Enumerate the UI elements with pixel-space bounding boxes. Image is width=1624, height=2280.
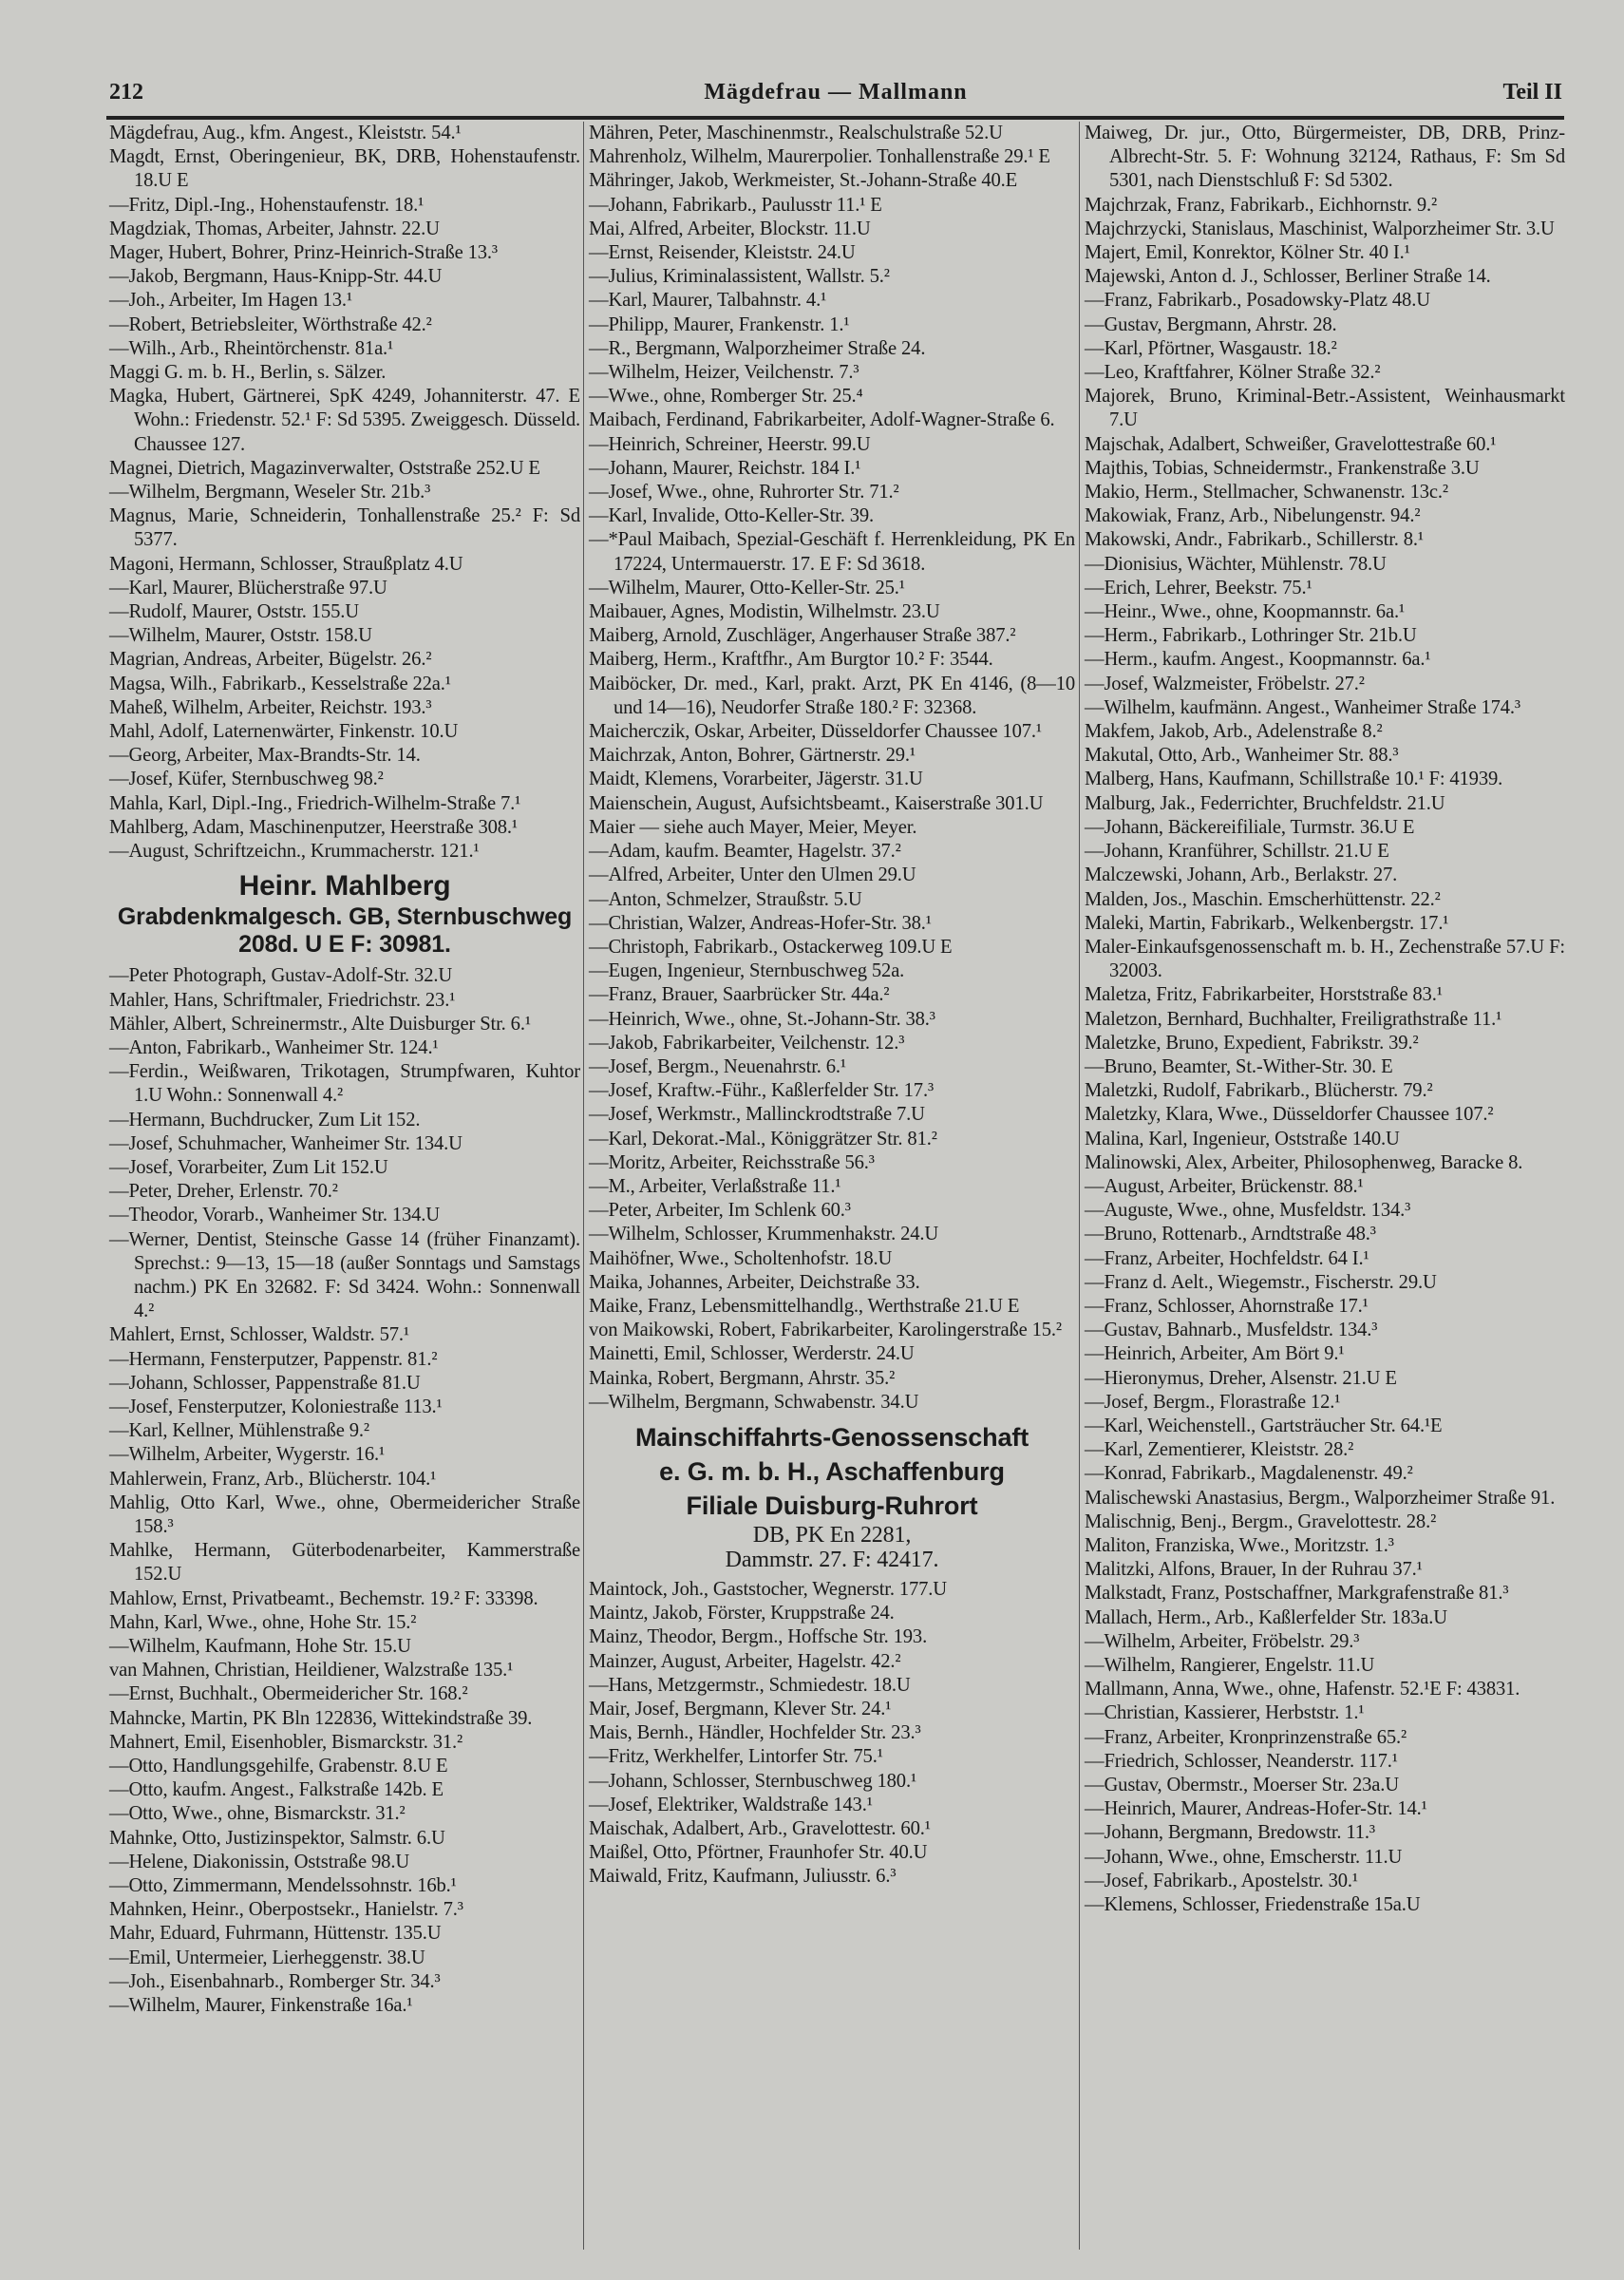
directory-entry: Magdziak, Thomas, Arbeiter, Jahnstr. 22.U [109,218,440,239]
directory-entry: —Heinrich, Wwe., ohne, St.-Johann-Str. 38.³ [589,1008,935,1030]
directory-entry: —Josef, Elektriker, Waldstraße 143.¹ [589,1794,873,1815]
directory-entry: —Philipp, Maurer, Frankenstr. 1.¹ [589,314,850,335]
directory-entry: —Josef, Wwe., ohne, Ruhrorter Str. 71.² [589,482,899,504]
directory-entry: Mahn, Karl, Wwe., ohne, Hohe Str. 15.² [109,1611,417,1633]
directory-entry: —Karl, Maurer, Blücherstraße 97.U [109,577,387,598]
directory-entry: Majorek, Bruno, Kriminal-Betr.-Assistent, Weinhausmarkt 7.U [1085,386,1565,431]
directory-entry: —Fritz, Werkhelfer, Lintorfer Str. 75.¹ [589,1746,883,1768]
directory-entry: —Christian, Walzer, Andreas-Hofer-Str. 38.¹ [589,912,932,934]
directory-entry: —Friedrich, Schlosser, Neanderstr. 117.¹ [1085,1750,1398,1772]
page-title: Mägdefrau — Mallmann [704,80,968,104]
directory-entry: —Adam, kaufm. Beamter, Hagelstr. 37.² [589,841,901,863]
directory-entry: —August, Arbeiter, Brückenstr. 88.¹ [1085,1175,1364,1197]
column-2 [589,122,1075,1890]
directory-entry: —Franz, Arbeiter, Hochfeldstr. 64 I.¹ [1085,1247,1369,1269]
directory-entry: —Wilhelm, Maurer, Finkenstraße 16a.¹ [109,1995,413,2017]
directory-entry: —Otto, Zimmermann, Mendelssohnstr. 16b.¹ [109,1875,457,1897]
directory-entry: —*Paul Maibach, Spezial-Geschäft f. Herrenkleidung, PK En 17224, Untermauerstr. 17. E F: Sd 3618. [589,529,1075,575]
directory-entry: —Christian, Kassierer, Herbststr. 1.¹ [1085,1702,1365,1724]
directory-entry: —Josef, Kraftw.-Führ., Kaßlerfelder Str. 17.³ [589,1080,934,1102]
directory-entry: Mahlert, Ernst, Schlosser, Waldstr. 57.¹ [109,1324,409,1346]
directory-entry: Mahnke, Otto, Justizinspektor, Salmstr. 6.U [109,1827,445,1849]
directory-entry: Makio, Herm., Stellmacher, Schwanenstr. 13c.² [1085,482,1448,504]
directory-entry: van Mahnen, Christian, Heildiener, Walzstraße 135.¹ [109,1660,514,1682]
directory-entry: —Karl, Weichenstell., Gartsträucher Str. 64.¹E [1085,1415,1443,1436]
directory-entry: —Karl, Maurer, Talbahnstr. 4.¹ [589,290,827,312]
directory-entry: Mahr, Eduard, Fuhrmann, Hüttenstr. 135.U [109,1923,442,1945]
directory-entry: —Dionisius, Wächter, Mühlenstr. 78.U [1085,553,1387,575]
directory-entry: —Anton, Schmelzer, Straußstr. 5.U [589,888,862,910]
directory-entry: Maletzki, Rudolf, Fabrikarb., Blücherstr. 79.² [1085,1080,1433,1102]
directory-entry: Maischak, Adalbert, Arb., Gravelottestr. 60.¹ [589,1818,931,1839]
directory-entry: Majchrzak, Franz, Fabrikarb., Eichhornstr. 9.² [1085,194,1437,216]
directory-entry: Maiweg, Dr. jur., Otto, Bürgermeister, DB, DRB, Prinz-Albrecht-Str. 5. F: Wohnung 32124, Rathaus, F: Sm Sd 5301, nach Dienstschluß F: Sd 5302. [1085,123,1565,192]
directory-entry: —Franz, Arbeiter, Kronprinzenstraße 65.² [1085,1726,1407,1748]
directory-entry: —Konrad, Fabrikarb., Magdalenenstr. 49.² [1085,1463,1413,1485]
page-header [109,80,1562,114]
directory-entry: —Christoph, Fabrikarb., Ostackerweg 109.U E [589,936,953,958]
directory-entry: —Moritz, Arbeiter, Reichsstraße 56.³ [589,1151,875,1173]
part-label: Teil II [1502,80,1562,104]
directory-entry: —Alfred, Arbeiter, Unter den Ulmen 29.U [589,864,916,886]
ad-line: DB, PK En 2281, [752,1522,912,1548]
directory-entry: —Herm., kaufm. Angest., Koopmannstr. 6a.¹ [1085,649,1431,671]
directory-entry: Makutal, Otto, Arb., Wanheimer Str. 88.³ [1085,745,1399,767]
directory-entry: —Karl, Zementierer, Kleiststr. 28.² [1085,1439,1354,1461]
directory-entry: —Peter, Dreher, Erlenstr. 70.² [109,1181,338,1203]
directory-entry: Maiberg, Arnold, Zuschläger, Angerhauser Straße 387.² [589,625,1016,647]
directory-entry: —Jakob, Bergmann, Haus-Knipp-Str. 44.U [109,266,443,288]
directory-entry: Mainetti, Emil, Schlosser, Werderstr. 24.U [589,1343,915,1365]
directory-entry: —Johann, Fabrikarb., Paulusstr 11.¹ E [589,194,882,216]
directory-entry: —Wilhelm, Arbeiter, Fröbelstr. 29.³ [1085,1630,1360,1652]
directory-entry: —Josef, Walzmeister, Fröbelstr. 27.² [1085,673,1365,694]
directory-entry: —Hieronymus, Dreher, Alsenstr. 21.U E [1085,1367,1397,1389]
directory-entry: Mahler, Hans, Schriftmaler, Friedrichstr. 23.¹ [109,989,456,1011]
directory-entry: —Karl, Pförtner, Wasgaustr. 18.² [1085,337,1337,359]
directory-entry: —Otto, Handlungsgehilfe, Grabenstr. 8.U E [109,1756,448,1776]
directory-entry: —Josef, Werkmstr., Mallinckrodtstraße 7.U [589,1104,925,1126]
directory-entry: Maihöfner, Wwe., Scholtenhofstr. 18.U [589,1247,893,1269]
directory-entry: Malinowski, Alex, Arbeiter, Philosophenweg, Baracke 8. [1085,1151,1523,1173]
directory-entry: —Josef, Fensterputzer, Koloniestraße 113.¹ [109,1396,443,1417]
column-1 [109,122,580,2018]
directory-entry: Magoni, Hermann, Schlosser, Straußplatz 4.U [109,553,463,575]
directory-entry: —Wilhelm, Kaufmann, Hohe Str. 15.U [109,1635,411,1657]
directory-entry: —Theodor, Vorarb., Wanheimer Str. 134.U [109,1205,441,1226]
directory-entry: Maibauer, Agnes, Modistin, Wilhelmstr. 23.U [589,601,940,623]
directory-entry: —M., Arbeiter, Verlaßstraße 11.¹ [589,1175,841,1197]
directory-entry: Maier — siehe auch Mayer, Meier, Meyer. [589,816,917,838]
directory-entry: Makowiak, Franz, Arb., Nibelungenstr. 94.² [1085,505,1421,527]
directory-entry: Majchrzycki, Stanislaus, Maschinist, Walporzheimer Str. 3.U [1085,218,1555,239]
directory-entry: Makowski, Andr., Fabrikarb., Schillerstr. 8.¹ [1085,529,1424,551]
directory-entry: Maliton, Franziska, Wwe., Moritzstr. 1.³ [1085,1534,1394,1556]
directory-entry: —Rudolf, Maurer, Oststr. 155.U [109,601,359,623]
directory-entry: Mais, Bernh., Händler, Hochfelder Str. 23.³ [589,1722,921,1744]
directory-entry: Maletzky, Klara, Wwe., Düsseldorfer Chaussee 107.² [1085,1104,1494,1126]
directory-entry: Maienschein, August, Aufsichtsbeamt., Kaiserstraße 301.U [589,792,1044,814]
directory-entry: Maheß, Wilhelm, Arbeiter, Reichstr. 193.³ [109,696,432,718]
ad-line: Filiale Duisburg-Ruhrort [686,1491,978,1520]
directory-entry: —Otto, kaufm. Angest., Falkstraße 142b. E [109,1779,444,1801]
directory-entry: —Franz d. Aelt., Wiegemstr., Fischerstr. 29.U [1085,1271,1437,1293]
directory-entry: —Josef, Bergm., Neuenahrstr. 6.¹ [589,1055,846,1077]
directory-entry: —Johann, Schlosser, Sternbuschweg 180.¹ [589,1770,916,1792]
directory-entry: —Hermann, Fensterputzer, Pappenstr. 81.² [109,1348,438,1370]
directory-entry: —Hans, Metzgermstr., Schmiedestr. 18.U [589,1674,911,1696]
directory-entry: —Josef, Fabrikarb., Apostelstr. 30.¹ [1085,1870,1358,1891]
directory-entry: Makfem, Jakob, Arb., Adelenstraße 8.² [1085,721,1383,743]
ad-title: Mainschiffahrts-Genossenschaft [634,1422,1029,1452]
directory-entry: —Josef, Bergm., Florastraße 12.¹ [1085,1391,1341,1413]
directory-entry: Maichrzak, Anton, Bohrer, Gärtnerstr. 29.¹ [589,745,916,767]
directory-entry: —Anton, Fabrikarb., Wanheimer Str. 124.¹ [109,1036,439,1058]
directory-entry: Mager, Hubert, Bohrer, Prinz-Heinrich-Straße 13.³ [109,242,498,264]
advertisement [109,869,580,959]
column-divider [583,122,584,2250]
directory-entry: —Johann, Wwe., ohne, Emscherstr. 11.U [1085,1846,1403,1868]
directory-entry: Maletzke, Bruno, Expedient, Fabrikstr. 39.² [1085,1032,1419,1054]
directory-entry: —Peter Photograph, Gustav-Adolf-Str. 32.U [109,965,453,987]
directory-entry: —Franz, Brauer, Saarbrücker Str. 44a.² [589,984,890,1006]
directory-entry: Magrian, Andreas, Arbeiter, Bügelstr. 26.² [109,649,432,671]
directory-entry: Mahlberg, Adam, Maschinenputzer, Heerstraße 308.¹ [109,816,518,838]
directory-entry: Majert, Emil, Konrektor, Kölner Str. 40 I.¹ [1085,242,1410,264]
directory-entry: Maiböcker, Dr. med., Karl, prakt. Arzt, PK En 4146, (8—10 und 14—16), Neudorfer Straße 180.² F: 32368. [589,673,1075,718]
directory-entry: —Eugen, Ingenieur, Sternbuschweg 52a. [589,960,905,982]
directory-entry: Mahlig, Otto Karl, Wwe., ohne, Obermeidericher Straße 158.³ [109,1492,580,1537]
directory-entry: Mähren, Peter, Maschinenmstr., Realschulstraße 52.U [589,123,1003,143]
directory-entry: Maicherczik, Oskar, Arbeiter, Düsseldorfer Chaussee 107.¹ [589,721,1042,743]
directory-entry: Mahla, Karl, Dipl.-Ing., Friedrich-Wilhelm-Straße 7.¹ [109,792,521,814]
directory-entry: —Josef, Küfer, Sternbuschweg 98.² [109,769,384,790]
directory-entry: Malina, Karl, Ingenieur, Oststraße 140.U [1085,1128,1400,1150]
advertisement [589,1420,1075,1572]
directory-entry: —Bruno, Beamter, St.-Wither-Str. 30. E [1085,1055,1393,1077]
directory-entry: Magka, Hubert, Gärtnerei, SpK 4249, Johanniterstr. 47. E Wohn.: Friedenstr. 52.¹ F: Sd 5395. Zweiggesch. Düsseld. Chaussee 127. [109,386,580,455]
directory-entry: Mahlow, Ernst, Privatbeamt., Bechemstr. 19.² F: 33398. [109,1587,538,1609]
directory-entry: —Ernst, Reisender, Kleiststr. 24.U [589,242,856,264]
directory-entry: —Leo, Kraftfahrer, Kölner Straße 32.² [1085,362,1381,384]
directory-entry: —Herm., Fabrikarb., Lothringer Str. 21b.U [1085,625,1417,647]
directory-entry: Maika, Johannes, Arbeiter, Deichstraße 33. [589,1271,920,1293]
directory-entry: Malischewski Anastasius, Bergm., Walporzheimer Straße 91. [1085,1487,1556,1509]
directory-entry: Maleki, Martin, Fabrikarb., Welkenbergstr. 17.¹ [1085,912,1449,934]
directory-entry: Magdt, Ernst, Oberingenieur, BK, DRB, Hohenstaufenstr. 18.U E [109,146,580,192]
page-number: 212 [109,80,143,104]
directory-entry: Maidt, Klemens, Vorarbeiter, Jägerstr. 31.U [589,769,923,790]
directory-entry: Mahnken, Heinr., Oberpostsekr., Hanielstr. 7.³ [109,1899,463,1921]
directory-entry: Maler-Einkaufsgenossenschaft m. b. H., Zechenstraße 57.U F: 32003. [1085,936,1565,982]
directory-entry: —Johann, Maurer, Reichstr. 184 I.¹ [589,457,861,479]
directory-entry: Majewski, Anton d. J., Schlosser, Berliner Straße 14. [1085,266,1491,288]
directory-entry: —Joh., Arbeiter, Im Hagen 13.¹ [109,290,352,312]
directory-entry: Mähringer, Jakob, Werkmeister, St.-Johann-Straße 40.E [589,170,1018,192]
directory-entry: Mahnert, Emil, Eisenhobler, Bismarckstr. 31.² [109,1731,463,1753]
directory-entry: Malischnig, Benj., Bergm., Gravelottestr. 28.² [1085,1510,1437,1532]
directory-entry: Malczewski, Johann, Arb., Berlakstr. 27. [1085,864,1398,886]
directory-entry: —Joh., Eisenbahnarb., Romberger Str. 34.³ [109,1970,441,1992]
directory-entry: —Wilh., Arb., Rheintörchenstr. 81a.¹ [109,337,394,359]
directory-entry: Magnei, Dietrich, Magazinverwalter, Oststraße 252.U E [109,457,540,479]
directory-entry: Mahlke, Hermann, Güterbodenarbeiter, Kammerstraße 152.U [109,1540,580,1586]
directory-entry: —Johann, Bäckereifiliale, Turmstr. 36.U E [1085,816,1415,838]
directory-entry: —R., Bergmann, Walporzheimer Straße 24. [589,337,926,359]
directory-entry: Mahncke, Martin, PK Bln 122836, Wittekindstraße 39. [109,1707,533,1729]
directory-entry: —Josef, Vorarbeiter, Zum Lit 152.U [109,1156,388,1178]
directory-entry: —Franz, Schlosser, Ahornstraße 17.¹ [1085,1295,1369,1317]
directory-entry: —August, Schriftzeichn., Krummacherstr. 121.¹ [109,841,480,863]
directory-entry: Maiberg, Herm., Kraftfhr., Am Burgtor 10.² F: 3544. [589,649,993,671]
directory-entry: —Ernst, Buchhalt., Obermeidericher Str. 168.² [109,1683,468,1705]
directory-entry: —Robert, Betriebsleiter, Wörthstraße 42.² [109,314,432,335]
directory-entry: —Karl, Kellner, Mühlenstraße 9.² [109,1420,369,1442]
directory-entry: —Wilhelm, Maurer, Otto-Keller-Str. 25.¹ [589,577,905,598]
directory-entry: —Georg, Arbeiter, Max-Brandts-Str. 14. [109,745,421,767]
ad-line: e. G. m. b. H., Aschaffenburg [659,1456,1005,1486]
directory-entry: Maletza, Fritz, Fabrikarbeiter, Horststraße 83.¹ [1085,984,1443,1006]
directory-entry: —Heinr., Wwe., ohne, Koopmannstr. 6a.¹ [1085,601,1405,623]
ad-line: Grabdenkmalgesch. GB, Sternbuschweg 208d. U E F: 30981. [117,903,573,959]
directory-entry: —Fritz, Dipl.-Ing., Hohenstaufenstr. 18.¹ [109,194,425,216]
directory-entry: —Gustav, Bergmann, Ahrstr. 28. [1085,314,1337,335]
directory-entry: —Heinrich, Arbeiter, Am Bört 9.¹ [1085,1343,1345,1365]
directory-entry: —Otto, Wwe., ohne, Bismarckstr. 31.² [109,1803,406,1825]
directory-entry: —Bruno, Rottenarb., Arndtstraße 48.³ [1085,1224,1376,1245]
directory-entry: —Wilhelm, Rangierer, Engelstr. 11.U [1085,1655,1375,1676]
directory-entry: Majthis, Tobias, Schneidermstr., Frankenstraße 3.U [1085,457,1480,479]
directory-entry: Magnus, Marie, Schneiderin, Tonhallenstraße 25.² F: Sd 5377. [109,505,580,551]
directory-entry: von Maikowski, Robert, Fabrikarbeiter, Karolingerstraße 15.² [589,1320,1062,1341]
directory-entry: Maintz, Jakob, Förster, Kruppstraße 24. [589,1603,895,1624]
directory-entry: —Peter, Arbeiter, Im Schlenk 60.³ [589,1200,851,1222]
directory-entry: —Helene, Diakonissin, Oststraße 98.U [109,1851,410,1872]
directory-entry: Maintock, Joh., Gaststocher, Wegnerstr. 177.U [589,1578,948,1600]
ad-line: Dammstr. 27. F: 42417. [725,1547,939,1572]
directory-entry: —Auguste, Wwe., ohne, Musfeldstr. 134.³ [1085,1200,1411,1222]
directory-entry: Mägdefrau, Aug., kfm. Angest., Kleiststr. 54.¹ [109,123,462,143]
directory-entry: Mallach, Herm., Arb., Kaßlerfelder Str. 183a.U [1085,1606,1447,1628]
directory-entry: Magsa, Wilh., Fabrikarb., Kesselstraße 22a.¹ [109,673,451,694]
directory-entry: Mallmann, Anna, Wwe., ohne, Hafenstr. 52.¹E F: 43831. [1085,1679,1520,1700]
directory-entry: Maißel, Otto, Pförtner, Fraunhofer Str. 40.U [589,1842,928,1864]
directory-entry: Maibach, Ferdinand, Fabrikarbeiter, Adolf-Wagner-Straße 6. [589,409,1055,431]
directory-entry: —Wilhelm, Maurer, Oststr. 158.U [109,625,372,647]
column-3 [1085,122,1565,1917]
directory-entry: —Wilhelm, kaufmänn. Angest., Wanheimer Straße 174.³ [1085,696,1520,718]
directory-entry: Malberg, Hans, Kaufmann, Schillstraße 10.¹ F: 41939. [1085,769,1503,790]
directory-entry: Malburg, Jak., Federrichter, Bruchfeldstr. 21.U [1085,792,1445,814]
directory-entry: —Karl, Dekorat.-Mal., Königgrätzer Str. 81.² [589,1128,937,1150]
directory-entry: Malitzki, Alfons, Brauer, In der Ruhrau 37.¹ [1085,1559,1423,1581]
directory-entry: —Gustav, Obermstr., Moerser Str. 23a.U [1085,1775,1399,1796]
directory-entry: —Wilhelm, Arbeiter, Wygerstr. 16.¹ [109,1444,386,1466]
directory-entry: Maike, Franz, Lebensmittelhandlg., Werthstraße 21.U E [589,1295,1020,1317]
directory-entry: Mair, Josef, Bergmann, Klever Str. 24.¹ [589,1698,892,1720]
directory-entry: —Gustav, Bahnarb., Musfeldstr. 134.³ [1085,1320,1378,1341]
directory-entry: —Johann, Kranführer, Schillstr. 21.U E [1085,841,1389,863]
directory-entry: Mähler, Albert, Schreinermstr., Alte Duisburger Str. 6.¹ [109,1013,531,1035]
directory-entry: Malden, Jos., Maschin. Emscherhüttenstr. 22.² [1085,888,1441,910]
header-rule [106,116,1564,120]
directory-entry: —Franz, Fabrikarb., Posadowsky-Platz 48.U [1085,290,1430,312]
directory-entry: Mainzer, August, Arbeiter, Hagelstr. 42.² [589,1650,901,1672]
directory-entry: —Johann, Bergmann, Bredowstr. 11.³ [1085,1822,1375,1844]
directory-entry: Mahrenholz, Wilhelm, Maurerpolier. Tonhallenstraße 29.¹ E [589,146,1050,168]
directory-entry: —Wilhelm, Bergmann, Weseler Str. 21b.³ [109,482,431,504]
directory-entry: Mainka, Robert, Bergmann, Ahrstr. 35.² [589,1367,896,1389]
directory-entry: —Karl, Invalide, Otto-Keller-Str. 39. [589,505,875,527]
directory-entry: —Wilhelm, Heizer, Veilchenstr. 7.³ [589,362,859,384]
directory-entry: —Jakob, Fabrikarbeiter, Veilchenstr. 12.³ [589,1032,905,1054]
directory-entry: Mai, Alfred, Arbeiter, Blockstr. 11.U [589,218,871,239]
column-divider [1079,122,1080,2250]
directory-entry: Maggi G. m. b. H., Berlin, s. Sälzer. [109,362,387,384]
directory-entry: —Heinrich, Schreiner, Heerstr. 99.U [589,433,871,455]
directory-entry: —Julius, Kriminalassistent, Wallstr. 5.² [589,266,890,288]
ad-title: Heinr. Mahlberg [238,870,451,902]
directory-entry: —Erich, Lehrer, Beekstr. 75.¹ [1085,577,1312,598]
directory-entry: —Wilhelm, Schlosser, Krummenhakstr. 24.U [589,1224,939,1245]
directory-entry: Mahlerwein, Franz, Arb., Blücherstr. 104.¹ [109,1468,437,1490]
directory-entry: Mahl, Adolf, Laternenwärter, Finkenstr. 10.U [109,721,459,743]
directory-entry: —Wwe., ohne, Romberger Str. 25.⁴ [589,386,863,408]
directory-entry: —Werner, Dentist, Steinsche Gasse 14 (früher Finanzamt). Sprechst.: 9—13, 15—18 (außer Sonntags und Samstags nachm.) PK En 32682. F: Sd 3424. Wohn.: Sonnenwall 4.² [109,1228,580,1322]
directory-entry: —Klemens, Schlosser, Friedenstraße 15a.U [1085,1894,1421,1916]
directory-entry: Majschak, Adalbert, Schweißer, Gravelottestraße 60.¹ [1085,433,1497,455]
directory-entry: —Hermann, Buchdrucker, Zum Lit 152. [109,1109,421,1130]
directory-entry: —Ferdin., Weißwaren, Trikotagen, Strumpfwaren, Kuhtor 1.U Wohn.: Sonnenwall 4.² [109,1061,580,1107]
directory-entry: —Wilhelm, Bergmann, Schwabenstr. 34.U [589,1391,919,1413]
directory-entry: Malkstadt, Franz, Postschaffner, Markgrafenstraße 81.³ [1085,1583,1509,1605]
directory-entry: Maiwald, Fritz, Kaufmann, Juliusstr. 6.³ [589,1866,897,1888]
directory-entry: Mainz, Theodor, Bergm., Hoffsche Str. 193. [589,1626,928,1648]
directory-entry: —Heinrich, Maurer, Andreas-Hofer-Str. 14.¹ [1085,1798,1427,1820]
directory-entry: —Emil, Untermeier, Lierheggenstr. 38.U [109,1947,425,1968]
directory-entry: —Johann, Schlosser, Pappenstraße 81.U [109,1372,421,1394]
directory-entry: —Josef, Schuhmacher, Wanheimer Str. 134.U [109,1132,463,1154]
directory-entry: Maletzon, Bernhard, Buchhalter, Freiligrathstraße 11.¹ [1085,1008,1502,1030]
